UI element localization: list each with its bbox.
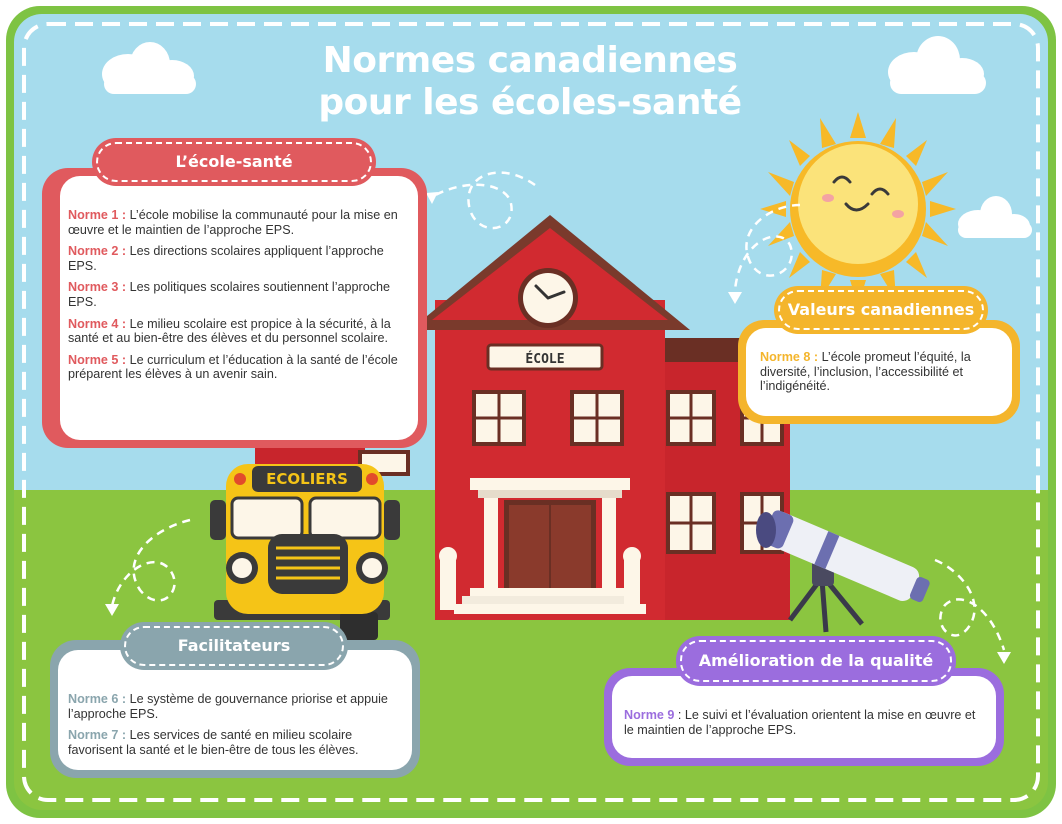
norm-item: Norme 3 : Les politiques scolaires soutiennent l’approche EPS.	[68, 280, 391, 309]
heading-facilitateurs: Facilitateurs	[120, 622, 348, 670]
norm-item: Norme 6 : Le système de gouvernance priorise et appuie l’approche EPS.	[68, 692, 388, 721]
norm-item: Norme 2 : Les directions scolaires appliquent l’approche EPS.	[68, 244, 384, 273]
norm-item: Norme 4 : Le milieu scolaire est propice à la sécurité, à la santé et au bien-être des élèves et du personnel scolaire.	[68, 316, 391, 346]
card-ecole-sante	[42, 168, 427, 448]
norm-list	[624, 708, 984, 744]
heading-valeurs: Valeurs canadiennes	[774, 286, 988, 334]
heading-ecole-sante: L’école-santé	[92, 138, 376, 186]
school-sign: ÉCOLE	[525, 352, 565, 367]
norm-list	[68, 692, 404, 764]
title-line-2: pour les écoles-santé	[318, 82, 742, 123]
norm-item: Norme 8 : L’école promeut l’équité, la diversité, l’inclusion, l’accessibilité et l’indigénéité.	[760, 350, 971, 394]
school-bus	[210, 464, 400, 640]
norm-item: Norme 5 : Le curriculum et l’éducation à la santé de l’école préparent les élèves à un avenir sain.	[68, 352, 398, 382]
norm-list	[68, 208, 404, 389]
heading-qualite: Amélioration de la qualité	[676, 636, 956, 686]
norm-list	[760, 350, 1010, 401]
norm-item: Norme 1 : L’école mobilise la communauté pour la mise en œuvre et le maintien de l’approche EPS.	[68, 208, 398, 237]
title-line-1: Normes canadiennes	[322, 40, 738, 81]
norm-item: Norme 7 : Les services de santé en milieu scolaire favorisent la santé et le bien-être de tous les élèves.	[68, 728, 359, 757]
card-valeurs	[738, 320, 1020, 424]
bus-sign: ECOLIERS	[266, 470, 348, 488]
page-title	[230, 40, 830, 124]
norm-item: Norme 9 : Le suivi et l’évaluation orientent la mise en œuvre et le maintien de l’approche EPS.	[624, 708, 976, 737]
